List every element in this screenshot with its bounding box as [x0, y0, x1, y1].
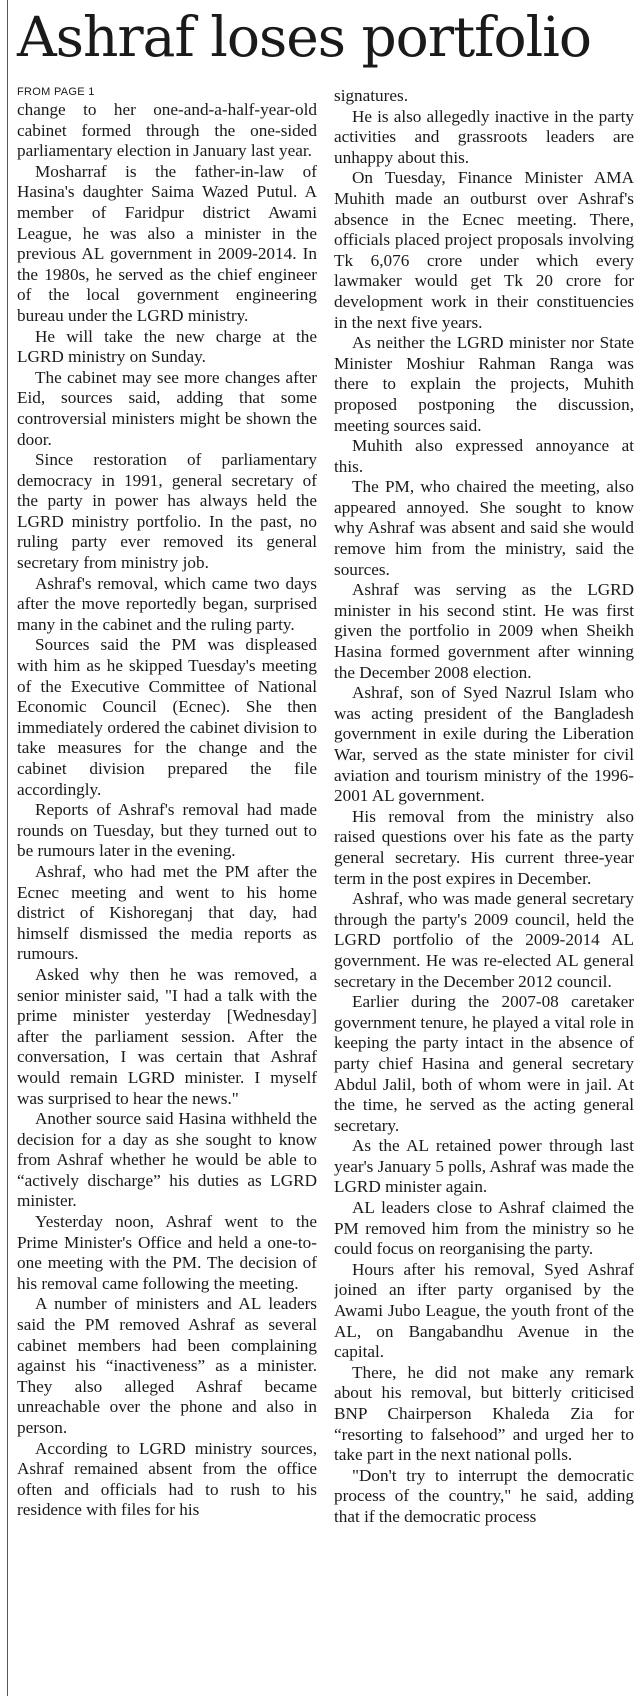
paragraph: Asked why then he was removed, a senior minister said, "I had a talk with the prime minister yesterday [Wednesday] after the parliament session. After the conversation, I was certain that Ashraf would remain LGRD minister. I myself was surprised to hear the news." [17, 964, 317, 1108]
paragraph: A number of ministers and AL leaders said the PM removed Ashraf as several cabinet members had been complaining against his “inactiveness” as a minister. They also alleged Ashraf became unreachable over the phone and also in person. [17, 1294, 317, 1437]
paragraph: He will take the new charge at the LGRD ministry on Sunday. [17, 326, 317, 367]
paragraph: Earlier during the 2007-08 caretaker government tenure, he played a vital role in keeping the party intact in the absence of party chief Hasina and general secretary Abdul Jalil, both of whom were in jail. At the time, he served as the acting general secretary. [334, 992, 634, 1135]
headline: Ashraf loses portfolio [17, 5, 591, 69]
paragraph: Hours after his removal, Syed Ashraf joined an ifter party organised by the Awami Jubo League, the youth front of the AL, on Bangabandhu Avenue in the capital. [334, 1259, 634, 1362]
paragraph: change to her one-and-a-half-year-old cabinet formed through the one-sided parliamentary election in January last year. [17, 100, 317, 161]
paragraph: Yesterday noon, Ashraf went to the Prime Minister's Office and held a one-to-one meeting with the PM. The decision of his removal came following the meeting. [17, 1212, 317, 1293]
paragraph: There, he did not make any remark about his removal, but bitterly criticised BNP Chairperson Khaleda Zia for “resorting to falsehood” and urged her to take part in the next national polls. [334, 1362, 634, 1465]
paragraph: The cabinet may see more changes after Eid, sources said, adding that some controversial ministers might be shown the door. [17, 367, 317, 449]
paragraph: Another source said Hasina withheld the decision for a day as she sought to know from Ashraf whether he would be able to “actively discharge” his duties as LGRD minister. [17, 1109, 317, 1211]
paragraph: Muhith also expressed annoyance at this. [334, 436, 634, 476]
paragraph: Ashraf, who was made general secretary through the party's 2009 council, held the LGRD portfolio of the 2009-2014 AL government. He was re-elected AL general secretary in the December 2012 council. [334, 889, 634, 991]
column-rule [7, 0, 8, 1696]
paragraph: Ashraf, who had met the PM after the Ecnec meeting and went to his home district of Kishoreganj that day, had himself dismissed the media reports as rumours. [17, 861, 317, 964]
paragraph: "Don't try to interrupt the democratic process of the country," he said, adding that if the democratic process [334, 1465, 634, 1526]
paragraph: Since restoration of parliamentary democracy in 1991, general secretary of the party in power has always held the LGRD ministry portfolio. In the past, no ruling party ever removed its general secretary from ministry job. [17, 450, 317, 573]
right-column [334, 86, 634, 1691]
paragraph: As neither the LGRD minister nor State Minister Moshiur Rahman Ranga was there to explain the projects, Muhith proposed postponing the discussion, meeting sources said. [334, 333, 634, 435]
paragraph: As the AL retained power through last year's January 5 polls, Ashraf was made the LGRD minister again. [334, 1136, 634, 1197]
paragraph: AL leaders close to Ashraf claimed the PM removed him from the ministry so he could focus on reorganising the party. [334, 1198, 634, 1259]
paragraph: The PM, who chaired the meeting, also appeared annoyed. She sought to know why Ashraf was absent and said she would remove him from the ministry, said the sources. [334, 477, 634, 579]
article-body [17, 86, 634, 1691]
dateline: FROM PAGE 1 [17, 86, 95, 98]
paragraph: Ashraf's removal, which came two days after the move reportedly began, surprised many in the cabinet and the ruling party. [17, 573, 317, 634]
paragraph-continuation: signatures. [334, 86, 408, 105]
paragraph: Mosharraf is the father-in-law of Hasina's daughter Saima Wazed Putul. A member of Faridpur district Awami League, he was also a minister in the previous AL government in 2009-2014. In the 1980s, he served as the chief engineer of the local government engineering bureau under the LGRD ministry. [17, 161, 317, 325]
paragraph: Ashraf, son of Syed Nazrul Islam who was acting president of the Bangladesh government in exile during the Liberation War, served as the state minister for civil aviation and tourism ministry of the 1996-2001 AL government. [334, 683, 634, 806]
paragraph: He is also allegedly inactive in the party activities and grassroots leaders are unhappy about this. [334, 106, 634, 167]
left-column [17, 86, 317, 1691]
paragraph: According to LGRD ministry sources, Ashraf remained absent from the office often and officials had to rush to his residence with files for his [17, 1438, 317, 1520]
paragraph: Ashraf was serving as the LGRD minister in his second stint. He was first given the portfolio in 2009 when Sheikh Hasina formed government after winning the December 2008 election. [334, 580, 634, 682]
paragraph: On Tuesday, Finance Minister AMA Muhith made an outburst over Ashraf's absence in the Ecnec meeting. There, officials placed project proposals involving Tk 6,076 crore under which every lawmaker would get Tk 20 crore for development work in their constituencies in the next five years. [334, 168, 634, 332]
paragraph: Reports of Ashraf's removal had made rounds on Tuesday, but they turned out to be rumours later in the evening. [17, 800, 317, 861]
paragraph: Sources said the PM was displeased with him as he skipped Tuesday's meeting of the Executive Committee of National Economic Council (Ecnec). She then immediately ordered the cabinet division to take measures for the change and the cabinet division prepared the file accordingly. [17, 635, 317, 799]
paragraph: His removal from the ministry also raised questions over his fate as the party general secretary. His current three-year term in the post expires in December. [334, 806, 634, 888]
